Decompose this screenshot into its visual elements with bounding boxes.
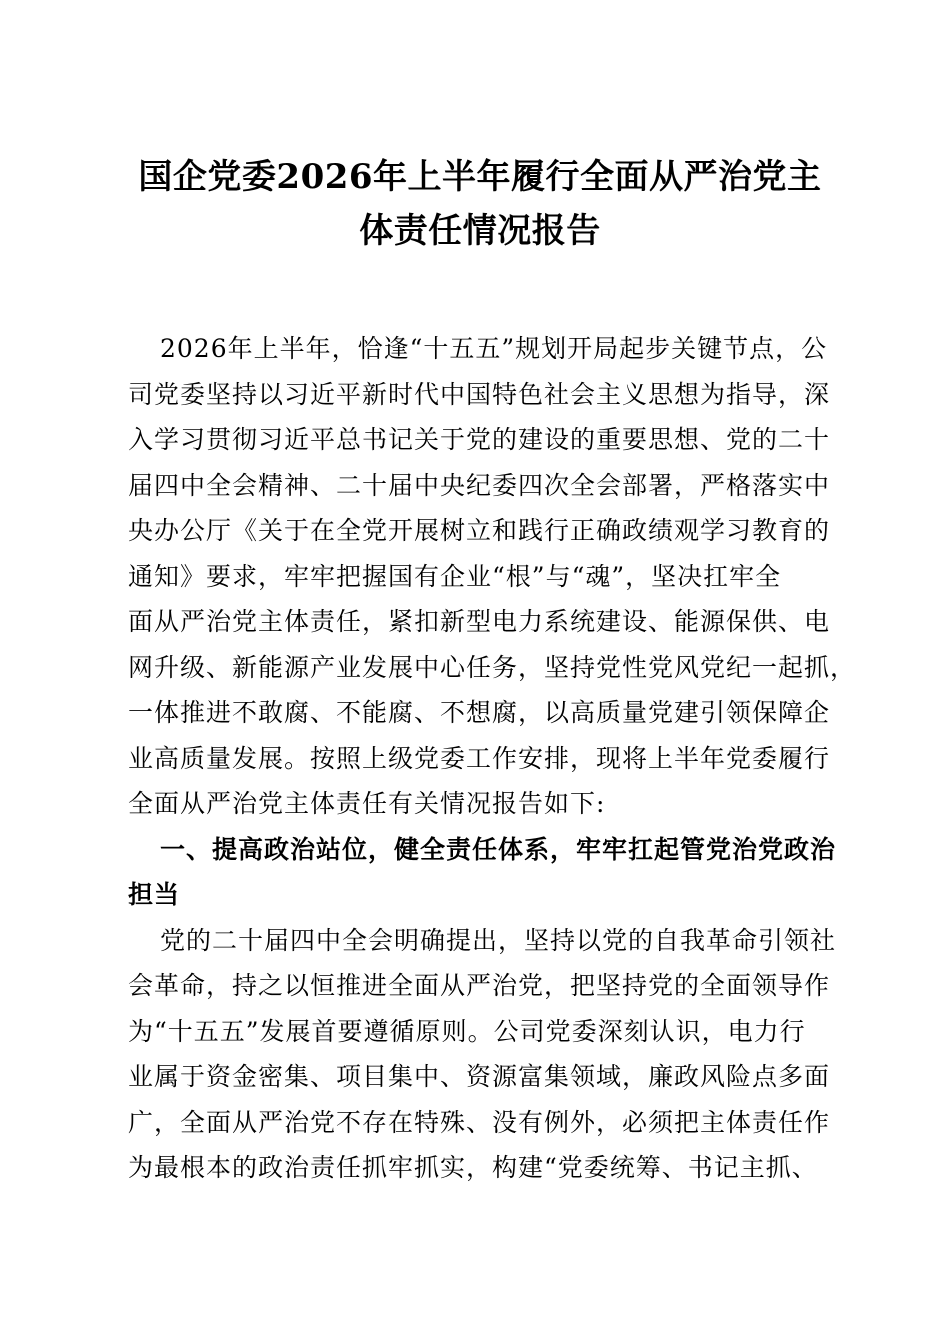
paragraph-line: 广，全面从严治党不存在特殊、没有例外，必须把主体责任作 <box>128 1107 831 1137</box>
paragraph-line: 面从严治党主体责任，紧扣新型电力系统建设、能源保供、电 <box>128 607 831 636</box>
paragraph-line: 司党委坚持以习近平新时代中国特色社会主义思想为指导，深 <box>128 379 831 409</box>
paragraph-line: 央办公厅《关于在全党开展树立和践行正确政绩观学习教育的 <box>128 516 831 545</box>
paragraph-line: 2026年上半年，恰逢“十五五”规划开局起步关键节点，公 <box>160 334 828 363</box>
section-paragraph <box>128 918 840 1191</box>
paragraph-line: 为“十五五”发展首要遵循原则。公司党委深刻认识，电力行 <box>128 1016 806 1046</box>
paragraph-line: 届四中全会精神、二十届中央纪委四次全会部署，严格落实中 <box>128 470 831 500</box>
paragraph-line: 为最根本的政治责任抓牢抓实，构建“党委统筹、书记主抓、 <box>128 1153 818 1182</box>
paragraph-line: 业高质量发展。按照上级党委工作安排，现将上半年党委履行 <box>128 743 831 773</box>
intro-paragraph <box>128 326 857 827</box>
paragraph-line: 网升级、新能源产业发展中心任务，坚持党性党风党纪一起抓， <box>128 652 857 682</box>
paragraph-line: 会革命，持之以恒推进全面从严治党，把坚持党的全面领导作 <box>128 971 831 1000</box>
document-title <box>120 150 840 258</box>
paragraph-line: 入学习贯彻习近平总书记关于党的建设的重要思想、党的二十 <box>128 425 831 454</box>
heading-line: 担当 <box>128 880 181 909</box>
paragraph-line: 全面从严治党主体责任有关情况报告如下: <box>128 789 606 818</box>
heading-line: 一、提高政治站位，健全责任体系，牢牢扛起管党治党政治 <box>160 834 837 864</box>
title-line: 国企党委2026年上半年履行全面从严治党主 <box>138 157 822 197</box>
document-body <box>128 326 857 1191</box>
title-line: 体责任情况报告 <box>359 211 601 251</box>
paragraph-line: 通知》要求，牢牢把握国有企业“根”与“魂”，坚决扛牢全 <box>128 561 782 591</box>
paragraph-line: 党的二十届四中全会明确提出，坚持以党的自我革命引领社 <box>160 925 837 955</box>
section-heading <box>128 827 840 918</box>
paragraph-line: 业属于资金密集、项目集中、资源富集领域，廉政风险点多面 <box>128 1062 831 1091</box>
paragraph-line: 一体推进不敢腐、不能腐、不想腐，以高质量党建引领保障企 <box>128 698 831 727</box>
